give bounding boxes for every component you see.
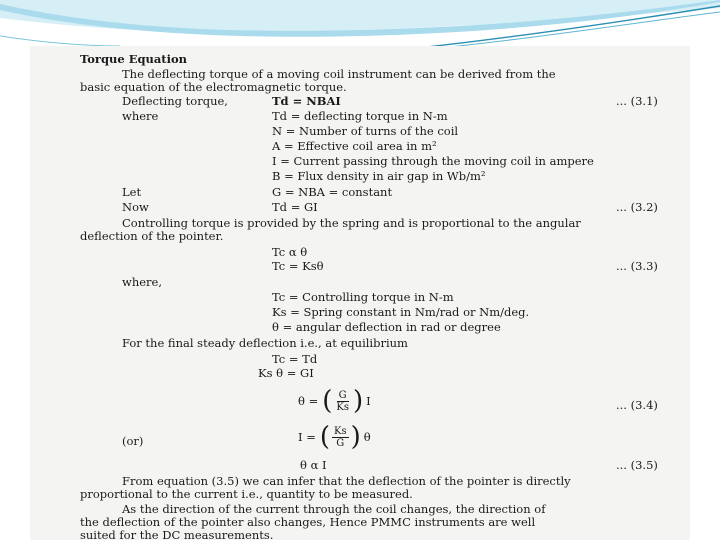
- fraction-numerator: G: [338, 389, 347, 401]
- open-paren: (: [319, 422, 330, 452]
- document-content: [30, 46, 690, 540]
- equation-number-3-4: ... (3.4): [616, 398, 658, 412]
- controlling-line-2: deflection of the pointer.: [80, 229, 224, 243]
- definition-i: I = Current passing through the moving coil in ampere: [272, 154, 594, 168]
- equation-number-3-2: ... (3.2): [616, 200, 658, 214]
- heading: Torque Equation: [80, 52, 188, 66]
- equation-number-3-1: ... (3.1): [616, 94, 658, 108]
- fraction-ks-over-g: [330, 426, 351, 449]
- current-equation-rhs: θ: [363, 430, 371, 444]
- tc-proportional: Tc α θ: [272, 245, 308, 259]
- let-label: Let: [122, 185, 142, 199]
- close-paren: ): [352, 386, 364, 416]
- document-page: [30, 46, 690, 540]
- now-formula: Td = GI: [272, 200, 318, 214]
- eq-tc-equals-td: Tc = Td: [272, 352, 318, 366]
- intro-line-1: The deflecting torque of a moving coil instrument can be derived from the: [122, 67, 556, 81]
- definition-b: B = Flux density in air gap in Wb/m²: [272, 169, 486, 183]
- fraction-numerator: Ks: [334, 425, 347, 437]
- definition-td: Td = deflecting torque in N-m: [272, 109, 448, 123]
- equation-number-3-3: ... (3.3): [616, 259, 658, 273]
- fraction-denominator: G: [336, 437, 345, 449]
- definition-tc: Tc = Controlling torque in N-m: [272, 290, 454, 304]
- theta-equation-rhs: I: [366, 394, 371, 408]
- fraction-g-over-ks: [332, 390, 353, 413]
- theta-equation-lhs: θ =: [298, 394, 319, 408]
- eq-ks-theta-equals-gi: Ks θ = GI: [258, 366, 314, 380]
- fraction-denominator: Ks: [336, 401, 349, 413]
- theta-equation: [298, 388, 371, 414]
- conclusion-line-2: proportional to the current i.e., quantity to be measured.: [80, 487, 413, 501]
- final-para-line-1: As the direction of the current through the coil changes, the direction of: [122, 502, 546, 516]
- final-steady-deflection: For the final steady deflection i.e., at equilibrium: [122, 336, 408, 350]
- definition-ks: Ks = Spring constant in Nm/rad or Nm/deg.: [272, 305, 530, 319]
- close-paren: ): [350, 422, 361, 452]
- conclusion-line-1: From equation (3.5) we can infer that the deflection of the pointer is directly: [122, 474, 571, 488]
- definition-a: A = Effective coil area in m²: [272, 139, 437, 153]
- controlling-line-1: Controlling torque is provided by the spring and is proportional to the angular: [122, 216, 581, 230]
- or-label: (or): [122, 434, 144, 448]
- deflecting-torque-label: Deflecting torque,: [122, 94, 228, 108]
- where2-label: where,: [122, 275, 163, 289]
- definition-theta: θ = angular deflection in rad or degree: [272, 320, 501, 334]
- open-paren: (: [322, 386, 333, 416]
- deflecting-torque-formula: Td = NBAI: [272, 94, 341, 108]
- where-label: where: [122, 109, 159, 123]
- current-equation: [298, 424, 371, 450]
- final-para-line-3: suited for the DC measurements.: [80, 528, 274, 542]
- let-formula: G = NBA = constant: [272, 185, 393, 199]
- current-equation-lhs: I =: [298, 430, 316, 444]
- theta-proportional-i: θ α I: [300, 458, 327, 472]
- definition-n: N = Number of turns of the coil: [272, 124, 459, 138]
- final-para-line-2: the deflection of the pointer also changes, Hence PMMC instruments are well: [80, 515, 536, 529]
- tc-formula: Tc = Ksθ: [272, 259, 324, 273]
- now-label: Now: [122, 200, 149, 214]
- intro-line-2: basic equation of the electromagnetic torque.: [80, 80, 347, 94]
- equation-number-3-5: ... (3.5): [616, 458, 658, 472]
